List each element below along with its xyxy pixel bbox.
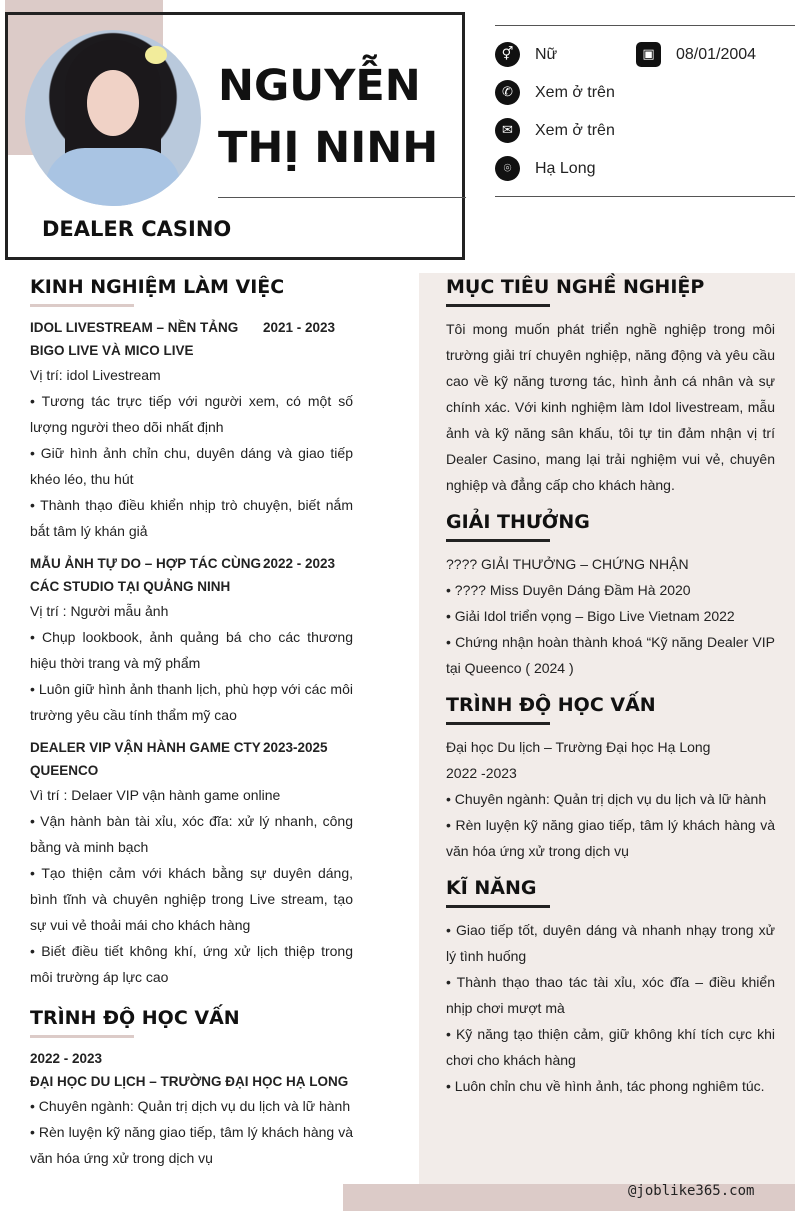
company-name: MẪU ẢNH TỰ DO – HỢP TÁC CÙNG CÁC STUDIO TẠI QUẢNG NINH xyxy=(30,556,261,594)
job-bullet: • Vận hành bàn tài xỉu, xóc đĩa: xử lý nhanh, công bằng và minh bạch xyxy=(30,813,353,855)
heading-underline xyxy=(30,1035,134,1038)
contact-address xyxy=(495,156,596,181)
candidate-name xyxy=(218,55,458,179)
skills-list xyxy=(446,917,775,1099)
contact-phone xyxy=(495,80,615,105)
skill-item: • Thành thạo thao tác tài xỉu, xóc đĩa – điều khiển nhịp chơi mượt mà xyxy=(446,974,775,1016)
award-item: ???? GIẢI THƯỞNG – CHỨNG NHẬN xyxy=(446,556,689,572)
job-bullet: • Chụp lookbook, ảnh quảng bá cho các thương hiệu thời trang và mỹ phẩm xyxy=(30,629,353,671)
name-line-2: THỊ NINH xyxy=(218,123,439,173)
skill-item: • Luôn chỉn chu về hình ảnh, tác phong nghiêm túc. xyxy=(446,1078,765,1094)
job-bullet: • Luôn giữ hình ảnh thanh lịch, phù hợp với các môi trường yêu cầu tính thẩm mỹ cao xyxy=(30,681,353,723)
job-title: DEALER CASINO xyxy=(42,217,232,241)
contact-gender xyxy=(495,42,557,67)
experience-item xyxy=(30,552,353,728)
award-item: • ???? Miss Duyên Dáng Đầm Hà 2020 xyxy=(446,582,691,598)
experience-item xyxy=(30,736,353,990)
awards-list xyxy=(446,551,775,681)
heading-underline xyxy=(446,905,550,908)
divider xyxy=(218,197,466,198)
company-name: DEALER VIP VẬN HÀNH GAME CTY QUEENCO xyxy=(30,740,261,778)
heading-underline xyxy=(446,304,550,307)
award-item: • Chứng nhận hoàn thành khoá “Kỹ năng Dealer VIP tại Queenco ( 2024 ) xyxy=(446,634,775,676)
email-value: Xem ở trên xyxy=(535,121,615,139)
job-years: 2023-2025 xyxy=(263,740,328,755)
divider xyxy=(495,25,795,26)
experience-list xyxy=(30,316,353,990)
watermark: @joblike365.com xyxy=(628,1183,755,1199)
phone-value: Xem ở trên xyxy=(535,83,615,101)
education-block xyxy=(30,1047,353,1171)
education-block-right xyxy=(446,734,775,864)
skills-heading: KĨ NĂNG xyxy=(446,877,537,899)
job-role: Vị trí: idol Livestream xyxy=(30,367,161,383)
education-bullet: • Rèn luyện kỹ năng giao tiếp, tâm lý khách hàng và văn hóa ứng xử trong dịch vụ xyxy=(446,817,775,859)
job-role: Vì trí : Delaer VIP vận hành game online xyxy=(30,787,281,803)
job-bullet: • Giữ hình ảnh chỉn chu, duyên dáng và giao tiếp khéo léo, thu hút xyxy=(30,445,353,487)
education-bullet: • Rèn luyện kỹ năng giao tiếp, tâm lý khách hàng và văn hóa ứng xử trong dịch vụ xyxy=(30,1124,353,1166)
award-item: • Giải Idol triển vọng – Bigo Live Vietnam 2022 xyxy=(446,608,735,624)
job-bullet: • Thành thạo điều khiển nhịp trò chuyện, biết nắm bắt tâm lý khán giả xyxy=(30,497,353,539)
email-icon: ✉ xyxy=(495,118,520,143)
education-years: 2022 -2023 xyxy=(446,765,517,781)
calendar-icon: ▣ xyxy=(636,42,661,67)
heading-underline xyxy=(30,304,134,307)
heading-underline xyxy=(446,722,550,725)
company-name: IDOL LIVESTREAM – NỀN TẢNG BIGO LIVE VÀ MICO LIVE xyxy=(30,320,239,358)
experience-item xyxy=(30,316,353,544)
gender-icon: ⚥ xyxy=(495,42,520,67)
name-line-1: NGUYỄN xyxy=(218,61,421,111)
experience-heading: KINH NGHIỆM LÀM VIỆC xyxy=(30,276,285,298)
heading-underline xyxy=(446,539,550,542)
education-heading-right: TRÌNH ĐỘ HỌC VẤN xyxy=(446,694,656,716)
location-icon: ⌾ xyxy=(495,156,520,181)
job-role: Vị trí : Người mẫu ảnh xyxy=(30,603,169,619)
avatar xyxy=(25,30,201,206)
objective-block xyxy=(446,316,775,498)
education-bullet: • Chuyên ngành: Quản trị dịch vụ du lịch và lữ hành xyxy=(30,1098,351,1114)
gender-value: Nữ xyxy=(535,45,558,63)
job-years: 2022 - 2023 xyxy=(263,556,336,571)
school-name: Đại học Du lịch – Trường Đại học Hạ Long xyxy=(446,739,711,755)
contact-email xyxy=(495,118,615,143)
contact-birthday xyxy=(636,42,756,67)
education-years: 2022 - 2023 xyxy=(30,1051,103,1066)
objective-heading: MỤC TIÊU NGHỀ NGHIỆP xyxy=(446,276,705,298)
job-bullet: • Tương tác trực tiếp với người xem, có một số lượng người theo dõi nhất định xyxy=(30,393,353,435)
skill-item: • Kỹ năng tạo thiện cảm, giữ không khí tích cực khi chơi cho khách hàng xyxy=(446,1026,775,1068)
education-heading: TRÌNH ĐỘ HỌC VẤN xyxy=(30,1007,240,1029)
skill-item: • Giao tiếp tốt, duyên dáng và nhanh nhạy trong xử lý tình huống xyxy=(446,922,775,964)
divider xyxy=(495,196,795,197)
address-value: Hạ Long xyxy=(535,159,596,177)
education-bullet: • Chuyên ngành: Quản trị dịch vụ du lịch và lữ hành xyxy=(446,791,767,807)
job-bullet: • Biết điều tiết không khí, ứng xử lịch thiệp trong môi trường áp lực cao xyxy=(30,943,353,985)
awards-heading: GIẢI THƯỞNG xyxy=(446,511,590,533)
job-years: 2021 - 2023 xyxy=(263,320,336,335)
birthday-value: 08/01/2004 xyxy=(676,45,757,63)
job-bullet: • Tạo thiện cảm với khách bằng sự duyên dáng, bình tĩnh và chuyên nghiệp trong Live stream, tạo sự vui vẻ thoải mái cho khách hàng xyxy=(30,865,353,933)
school-name: ĐẠI HỌC DU LỊCH – TRƯỜNG ĐẠI HỌC HẠ LONG xyxy=(30,1074,349,1089)
objective-text: Tôi mong muốn phát triển nghề nghiệp trong môi trường giải trí chuyên nghiệp, năng động và yêu cầu cao về kỹ năng tương tác, hình ảnh cá nhân và sự chính xác. Với kinh nghiệm làm Idol livestream, mẫu ảnh và kỹ năng sân khấu, tôi tự tin đảm nhận vị trí Dealer Casino, mang lại trải nghiệm vui vẻ, chuyên nghiệp và đẳng cấp cho khách hàng. xyxy=(446,321,775,493)
phone-icon: ✆ xyxy=(495,80,520,105)
